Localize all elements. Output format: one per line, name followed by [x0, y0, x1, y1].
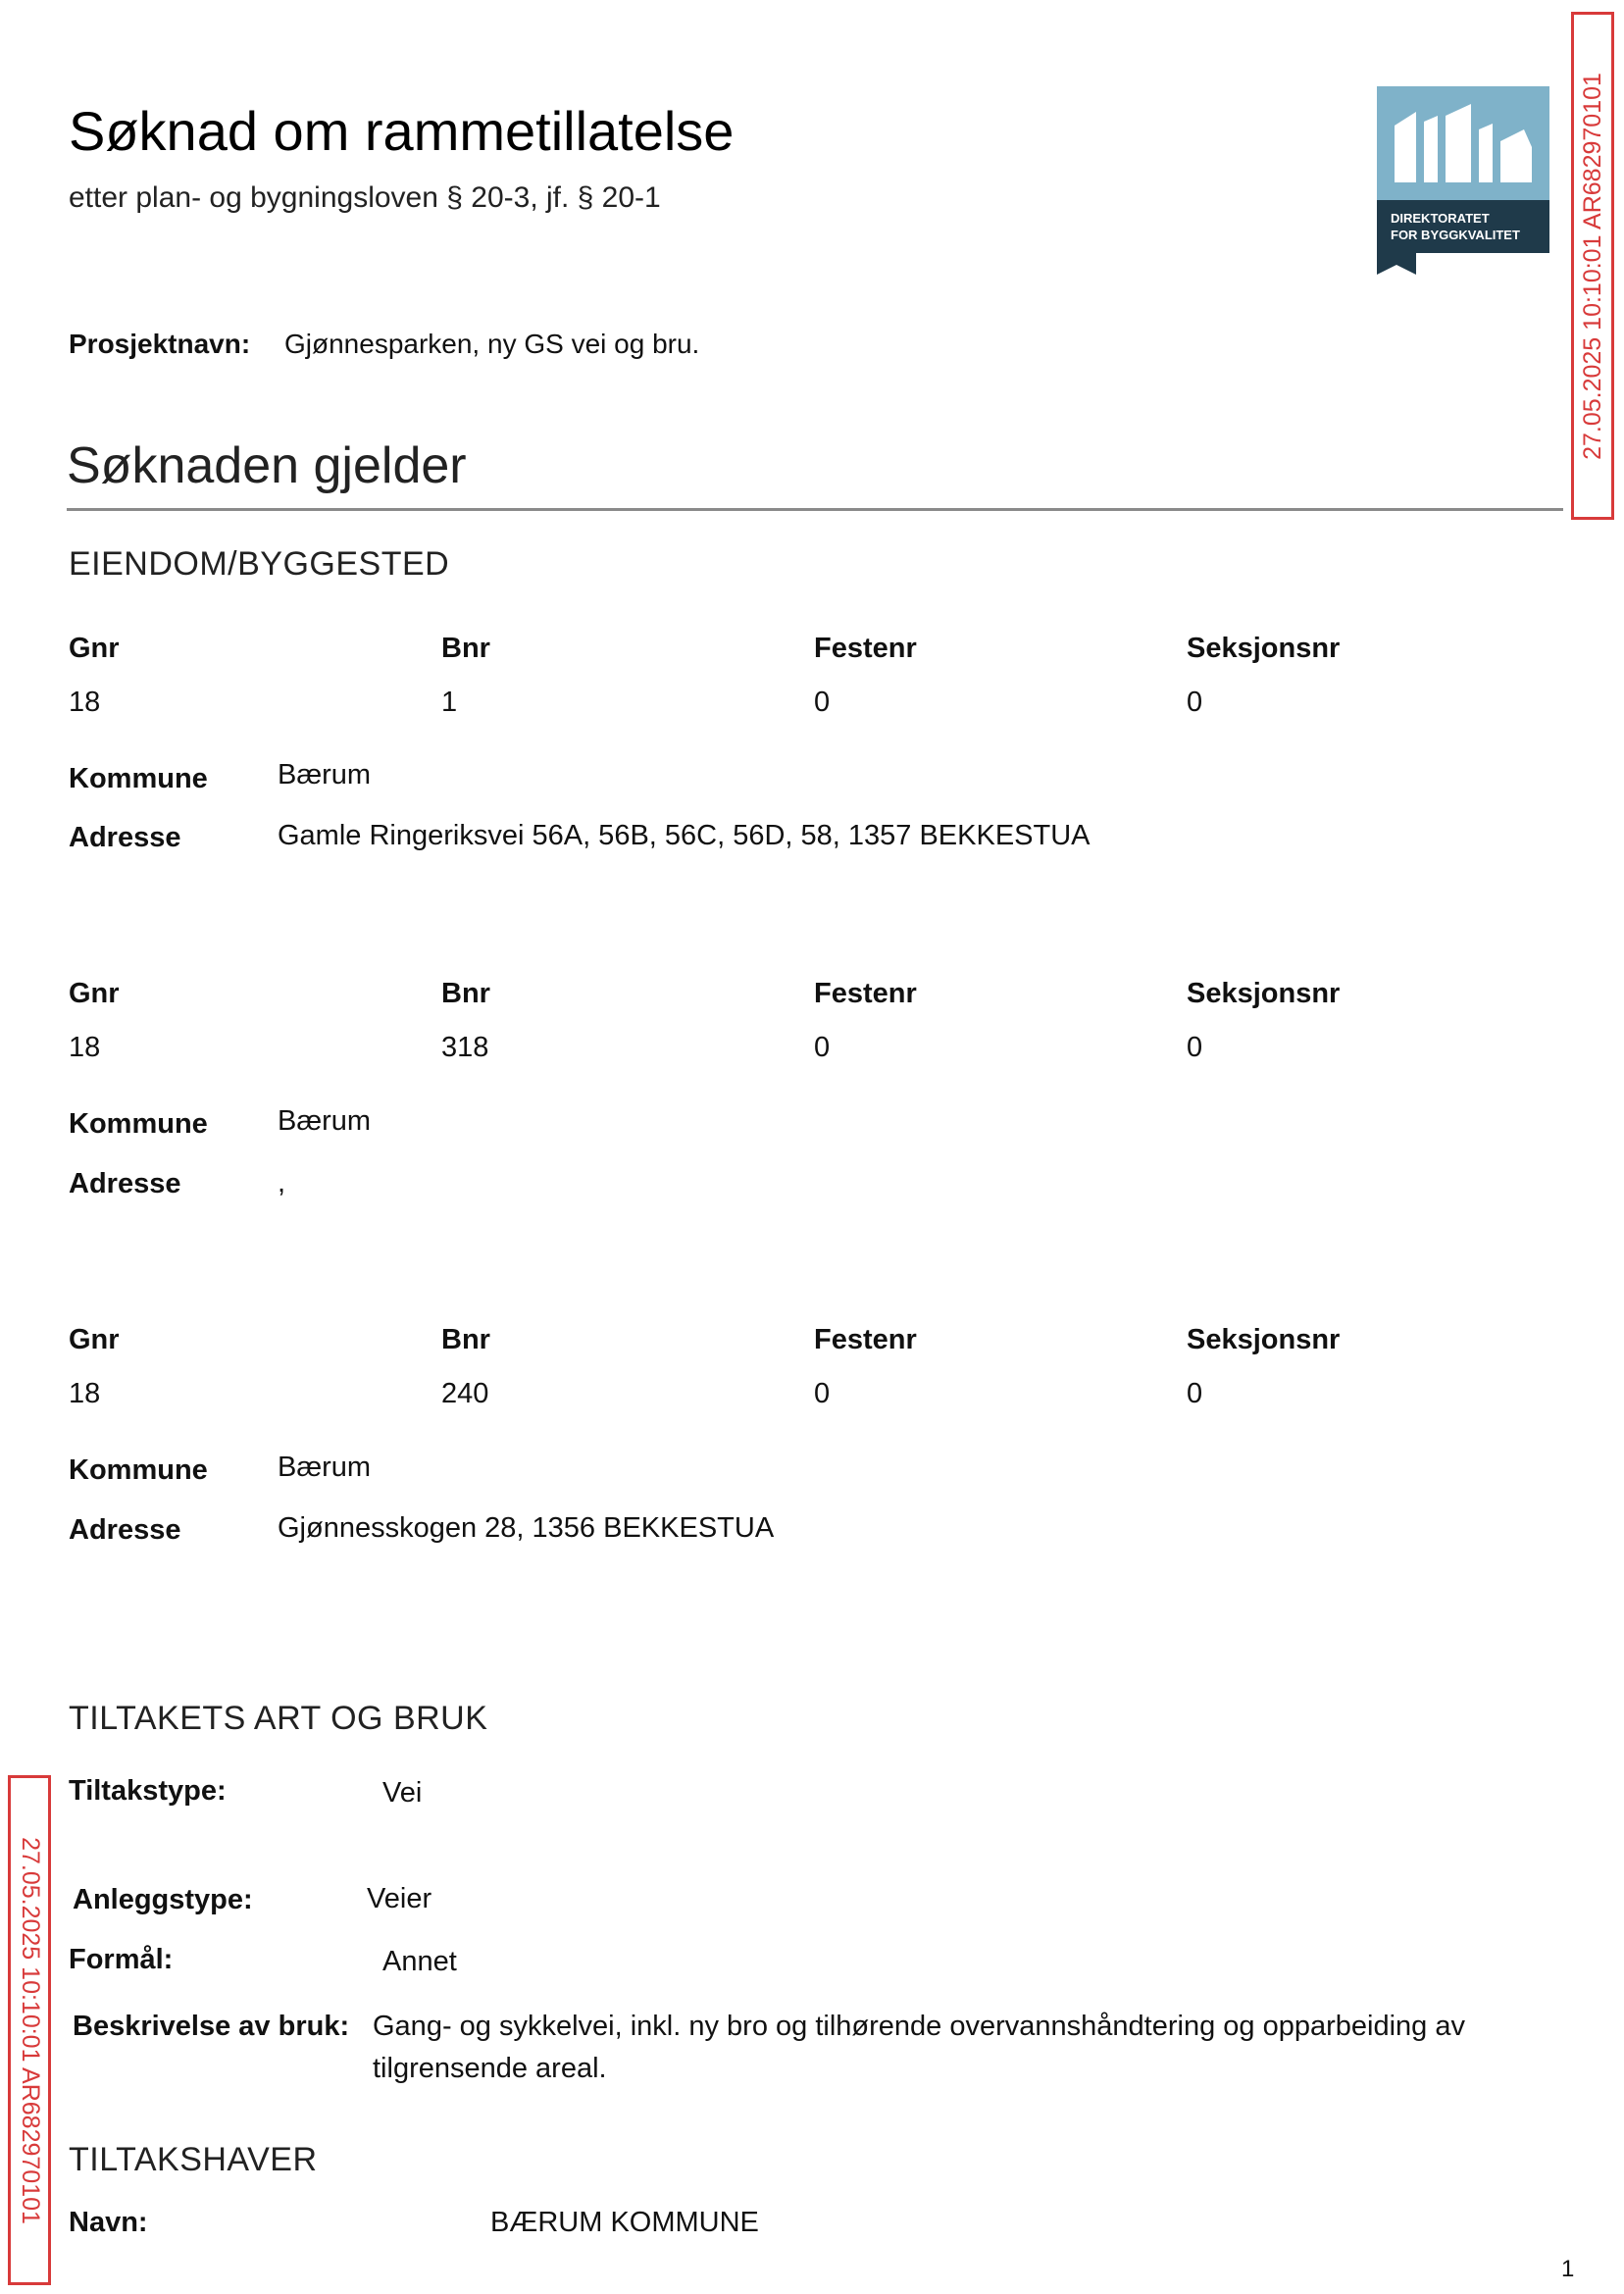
gnr-header: Gnr — [69, 978, 120, 1009]
navn-value: BÆRUM KOMMUNE — [490, 2207, 759, 2238]
seksjonsnr-header: Seksjonsnr — [1187, 1324, 1341, 1355]
festenr-value: 0 — [814, 687, 831, 718]
adresse-value: Gamle Ringeriksvei 56A, 56B, 56C, 56D, 58, 1357 BEKKESTUA — [278, 820, 1091, 851]
adresse-label: Adresse — [69, 1168, 181, 1199]
section-title: Søknaden gjelder — [67, 437, 467, 494]
bnr-value: 318 — [441, 1032, 489, 1063]
adresse-label: Adresse — [69, 822, 181, 853]
beskrivelse-value-line2: tilgrensende areal. — [373, 2053, 607, 2084]
seksjonsnr-header: Seksjonsnr — [1187, 978, 1341, 1009]
bnr-header: Bnr — [441, 1324, 490, 1355]
page-number: 1 — [1561, 2256, 1575, 2282]
project-name-value: Gjønnesparken, ny GS vei og bru. — [284, 329, 700, 359]
seksjonsnr-value: 0 — [1187, 1032, 1203, 1063]
bnr-header: Bnr — [441, 633, 490, 664]
gnr-value: 18 — [69, 1032, 101, 1063]
kommune-value: Bærum — [278, 1452, 372, 1483]
project-name-label: Prosjektnavn: — [69, 329, 251, 359]
gnr-value: 18 — [69, 687, 101, 718]
date-stamp-text: 27.05.2025 10:10:01 AR682970101 — [1578, 72, 1606, 460]
tiltakstype-value: Vei — [382, 1777, 423, 1809]
property-heading: EIENDOM/BYGGESTED — [69, 545, 450, 583]
festenr-header: Festenr — [814, 978, 917, 1009]
adresse-label: Adresse — [69, 1514, 181, 1546]
logo-text-line1: DIREKTORATET — [1391, 211, 1490, 226]
adresse-value: Gjønnesskogen 28, 1356 BEKKESTUA — [278, 1512, 775, 1544]
festenr-header: Festenr — [814, 1324, 917, 1355]
section-divider — [67, 508, 1563, 511]
seksjonsnr-header: Seksjonsnr — [1187, 633, 1341, 664]
anleggstype-label: Anleggstype: — [73, 1884, 253, 1915]
formal-label: Formål: — [69, 1944, 174, 1975]
date-stamp-text: 27.05.2025 10:10:01 AR682970101 — [16, 1836, 44, 2224]
anleggstype-value: Veier — [367, 1883, 432, 1914]
festenr-header: Festenr — [814, 633, 917, 664]
tiltak-heading: TILTAKETS ART OG BRUK — [69, 1700, 488, 1737]
seksjonsnr-value: 0 — [1187, 1378, 1203, 1409]
document-subtitle: etter plan- og bygningsloven § 20-3, jf. § 20-1 — [69, 181, 661, 214]
kommune-value: Bærum — [278, 1105, 372, 1137]
bnr-value: 240 — [441, 1378, 489, 1409]
adresse-value: , — [278, 1167, 286, 1198]
kommune-label: Kommune — [69, 763, 208, 794]
beskrivelse-label: Beskrivelse av bruk: — [73, 2011, 350, 2042]
seksjonsnr-value: 0 — [1187, 687, 1203, 718]
gnr-header: Gnr — [69, 633, 120, 664]
logo-text-line2: FOR BYGGKVALITET — [1391, 228, 1520, 242]
festenr-value: 0 — [814, 1378, 831, 1409]
dibk-logo-graphic — [1377, 86, 1549, 275]
festenr-value: 0 — [814, 1032, 831, 1063]
gnr-header: Gnr — [69, 1324, 120, 1355]
tiltakshaver-heading: TILTAKSHAVER — [69, 2141, 318, 2178]
tiltakstype-label: Tiltakstype: — [69, 1775, 227, 1807]
gnr-value: 18 — [69, 1378, 101, 1409]
kommune-value: Bærum — [278, 759, 372, 790]
formal-value: Annet — [382, 1946, 457, 1977]
document-title: Søknad om rammetillatelse — [69, 100, 735, 162]
navn-label: Navn: — [69, 2207, 148, 2238]
bnr-value: 1 — [441, 687, 458, 718]
kommune-label: Kommune — [69, 1454, 208, 1486]
bnr-header: Bnr — [441, 978, 490, 1009]
beskrivelse-value-line1: Gang- og sykkelvei, inkl. ny bro og tilhørende overvannshåndtering og opparbeiding av — [373, 2011, 1465, 2042]
date-stamp-right — [1571, 12, 1614, 520]
dibk-logo — [1377, 86, 1549, 275]
kommune-label: Kommune — [69, 1108, 208, 1140]
date-stamp-left — [8, 1775, 51, 2285]
